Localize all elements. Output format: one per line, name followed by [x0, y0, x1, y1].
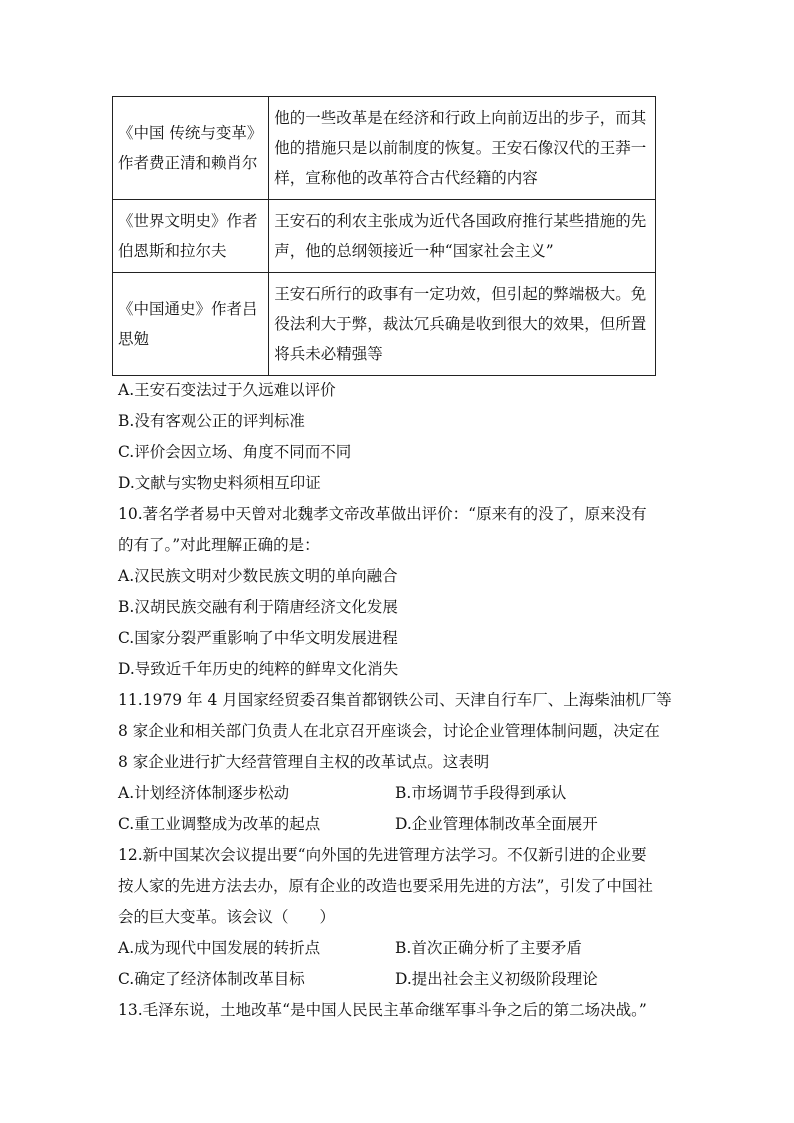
table-cell-text: 王安石所行的政事有一定功效，但引起的弊端极大。免役法利大于弊，裁汰冗兵确是收到很大的效果，但所置将兵未必精强等	[269, 273, 656, 376]
q11-option-c: C.重工业调整成为改革的起点	[118, 815, 321, 833]
q11-stem-line: 8 家企业和相关部门负责人在北京召开座谈会，讨论企业管理体制问题，决定在	[118, 722, 660, 740]
table-cell-text: 王安石的利农主张成为近代各国政府推行某些措施的先声，他的总纲领接近一种“国家社会主义”	[269, 200, 656, 273]
q9-option-c: C.评价会因立场、角度不同而不同	[118, 443, 352, 461]
q10-option-b: B.汉胡民族交融有利于隋唐经济文化发展	[118, 598, 398, 616]
q11-option-a: A.计划经济体制逐步松动	[118, 784, 290, 802]
q11-stem-line: 11.1979 年 4 月国家经贸委召集首都钢铁公司、天津自行车厂、上海柴油机厂等	[118, 691, 672, 709]
q11-stem-line: 8 家企业进行扩大经营管理自主权的改革试点。这表明	[118, 753, 490, 771]
q12-option-d: D.提出社会主义初级阶段理论	[395, 970, 598, 988]
q10-option-c: C.国家分裂严重影响了中华文明发展进程	[118, 629, 398, 647]
table-cell-source: 《中国 传统与变革》作者费正清和赖肖尔	[113, 97, 269, 200]
q13-stem	[118, 995, 688, 1026]
q12-stem-line: 按人家的先进方法去办，原有企业的改造也要采用先进的方法”，引发了中国社	[118, 877, 653, 895]
table-cell-source: 《中国通史》作者吕思勉	[113, 273, 269, 376]
table-row	[113, 273, 656, 376]
evaluation-table	[112, 96, 656, 376]
table-cell-text: 他的一些改革是在经济和行政上向前迈出的步子，而其他的措施只是以前制度的恢复。王安石像汉代的王莽一样，宣称他的改革符合古代经籍的内容	[269, 97, 656, 200]
q13-stem-line: 13.毛泽东说，土地改革“是中国人民民主革命继军事斗争之后的第二场决战。”	[118, 1001, 647, 1019]
q12-option-a: A.成为现代中国发展的转折点	[118, 939, 321, 957]
q12-option-c: C.确定了经济体制改革目标	[118, 970, 305, 988]
table-cell-source: 《世界文明史》作者伯恩斯和拉尔夫	[113, 200, 269, 273]
q12-stem	[118, 840, 688, 933]
q10-options	[118, 561, 398, 685]
q9-option-b: B.没有客观公正的评判标准	[118, 412, 305, 430]
table-row	[113, 97, 656, 200]
q10-option-d: D.导致近千年历史的纯粹的鲜卑文化消失	[118, 660, 399, 678]
q11-option-b: B.市场调节手段得到承认	[395, 784, 567, 802]
q9-options	[118, 375, 351, 499]
q11-option-d: D.企业管理体制改革全面展开	[395, 815, 598, 833]
q12-option-b: B.首次正确分析了主要矛盾	[395, 939, 582, 957]
q10-stem	[118, 499, 688, 561]
q12-stem-line: 会的巨大变革。该会议（ ）	[118, 908, 336, 926]
q12-stem-line: 12.新中国某次会议提出要“向外国的先进管理方法学习。不仅新引进的企业要	[118, 846, 647, 864]
q9-option-a: A.王安石变法过于久远难以评价	[118, 381, 336, 399]
q10-stem-line: 的有了。”对此理解正确的是：	[118, 536, 320, 554]
table-row	[113, 200, 656, 273]
q10-option-a: A.汉民族文明对少数民族文明的单向融合	[118, 567, 398, 585]
q9-option-d: D.文献与实物史料须相互印证	[118, 474, 321, 492]
q10-stem-line: 10.著名学者易中天曾对北魏孝文帝改革做出评价：“原来有的没了，原来没有	[118, 505, 647, 523]
q11-stem	[118, 685, 688, 778]
